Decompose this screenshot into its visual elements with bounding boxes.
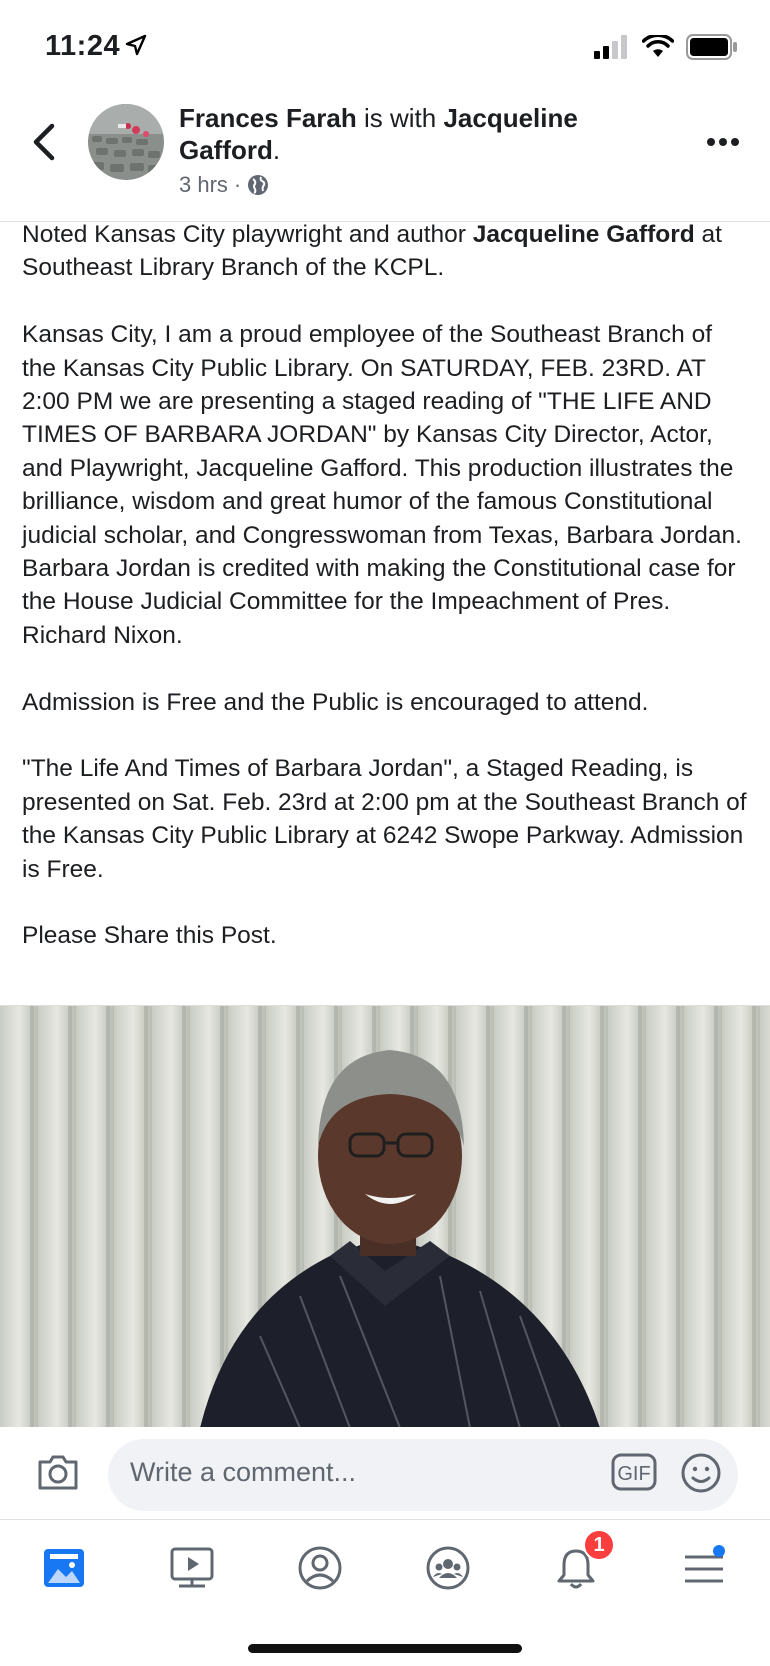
tab-news-feed[interactable] — [32, 1540, 96, 1596]
emoji-icon[interactable] — [680, 1452, 722, 1494]
home-indicator[interactable] — [248, 1644, 522, 1653]
tab-groups[interactable] — [416, 1540, 480, 1596]
groups-icon — [425, 1545, 471, 1591]
camera-icon[interactable] — [36, 1452, 80, 1492]
with-connector: is with — [356, 103, 444, 133]
author-avatar[interactable] — [88, 104, 164, 180]
comment-bar — [0, 1427, 770, 1520]
status-bar — [0, 0, 770, 92]
comment-placeholder: Write a comment... — [130, 1457, 357, 1487]
menu-dot — [713, 1545, 725, 1557]
post-paragraph-3: "The Life And Times of Barbara Jordan", a Staged Reading, is presented on Sat. Feb. 23rd at 2:00 pm at the Southeast Branch of the Kansas City Public Library at 6242 Swope Parkway. Admission is Free. — [22, 755, 747, 883]
meta-separator: · — [233, 172, 242, 197]
post-paragraph-1: Kansas City, I am a proud employee of the Southeast Branch of the Kansas City Public Library. On SATURDAY, FEB. 23RD. AT 2:00 PM we are presenting a staged reading of "THE LIFE AND TIMES OF BARBARA JORDAN" by Kansas City Director, Actor, and Playwright, Jacqueline Gafford. This production illustrates the brilliance, wisdom and great humor of the famous Constitutional judicial scholar, and Congresswoman from Texas, Barbara Jordan. Barbara Jordan is credited with making the Constitutional case for the House Judicial Committee for the Impeachment of Pres. Richard Nixon. — [22, 321, 742, 649]
post-paragraph-4: Please Share this Post. — [22, 922, 277, 950]
status-indicators — [594, 34, 738, 60]
wifi-icon — [642, 35, 674, 59]
header-text — [179, 102, 679, 198]
tab-watch[interactable] — [160, 1540, 224, 1596]
post-time[interactable]: 3 hrs — [179, 172, 228, 197]
title-period: . — [272, 135, 281, 165]
author-name[interactable]: Frances Farah — [179, 103, 357, 133]
watch-video-icon — [169, 1545, 215, 1591]
location-arrow-icon — [125, 34, 147, 56]
menu-hamburger-icon — [681, 1545, 727, 1591]
back-chevron-icon[interactable] — [30, 122, 58, 162]
battery-icon — [686, 34, 738, 60]
post-title — [179, 102, 679, 166]
tab-menu[interactable] — [672, 1540, 736, 1596]
intro-mention[interactable]: Jacqueline Gafford — [472, 221, 695, 248]
post-meta — [179, 172, 679, 198]
profile-icon — [297, 1545, 343, 1591]
more-options-icon[interactable] — [706, 136, 740, 148]
post-body — [22, 218, 752, 986]
post-header — [0, 92, 770, 222]
news-feed-icon — [42, 1547, 86, 1589]
tab-profile[interactable] — [288, 1540, 352, 1596]
post-intro — [22, 218, 752, 285]
intro-prefix: Noted Kansas City playwright and author — [22, 221, 473, 248]
gif-label: GIF — [617, 1463, 651, 1485]
portrait-image — [0, 1006, 770, 1427]
tagged-name[interactable]: Jacqueline Gafford — [179, 103, 578, 165]
notifications-badge: 1 — [583, 1529, 615, 1561]
globe-icon — [247, 174, 269, 196]
intro-suffix: at Southeast Library Branch of the KCPL. — [22, 221, 722, 282]
post-photo[interactable] — [0, 1005, 770, 1427]
post-paragraph-2: Admission is Free and the Public is encouraged to attend. — [22, 688, 649, 716]
gif-icon[interactable] — [611, 1453, 657, 1491]
signal-icon — [594, 35, 630, 59]
avatar-photo — [88, 104, 164, 180]
status-time: 11:24 — [45, 30, 121, 62]
